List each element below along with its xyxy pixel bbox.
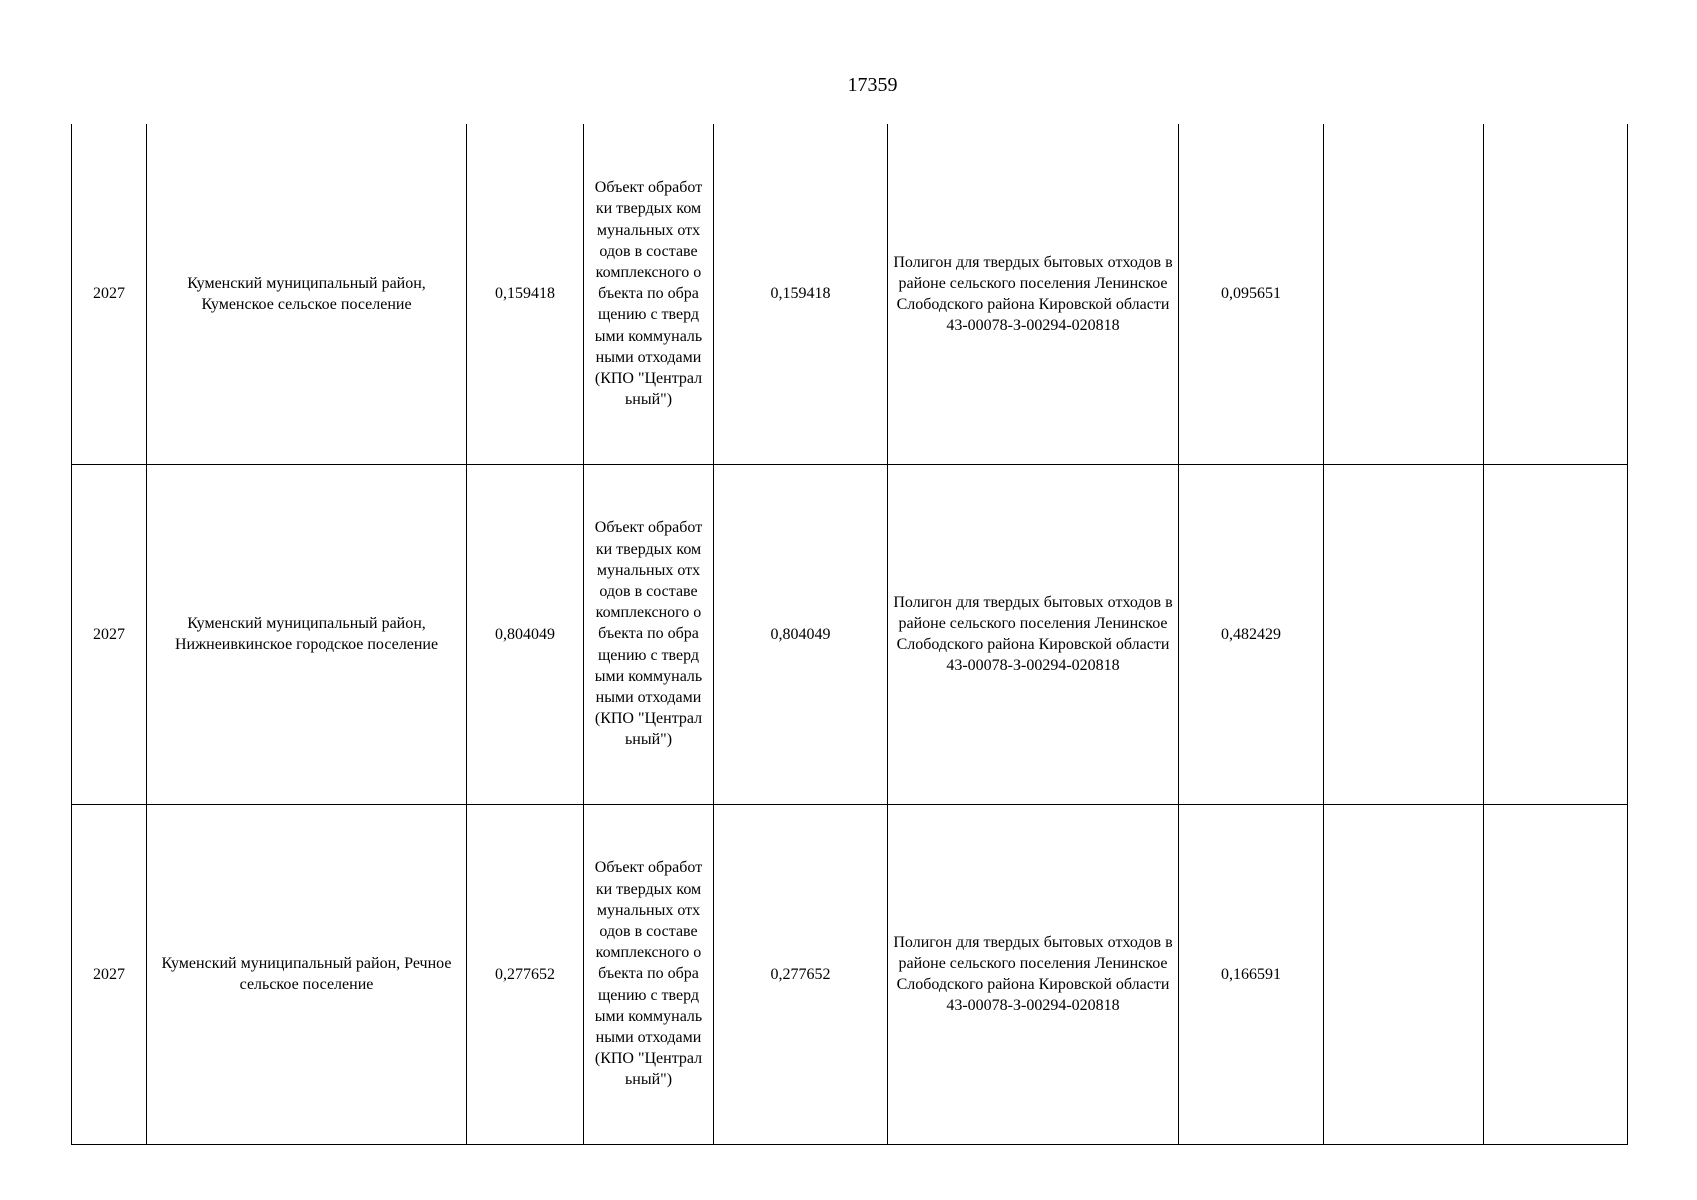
volume-processed-cell: 0,804049 (714, 464, 888, 804)
territory-cell: Куменский муниципальный район, Куменское сельское поселение (147, 124, 467, 464)
table-row (72, 124, 1628, 464)
page-number: 17359 (847, 74, 898, 96)
territory-cell: Куменский муниципальный район, Речное сельское поселение (147, 804, 467, 1144)
empty-cell-9 (1484, 464, 1628, 804)
volume-disposed-cell: 0,482429 (1179, 464, 1324, 804)
destination-cell: Полигон для твердых бытовых отходов в районе сельского поселения Ленинское Слободского района Кировской области 43-00078-З-00294-020818 (888, 124, 1179, 464)
volume-generated-cell: 0,159418 (467, 124, 584, 464)
facility-cell (584, 464, 714, 804)
facility-text: Объект обработки твердых коммунальных отходов в составе комплексного объекта по обращению с твердыми коммунальными отходами (КПО "Центральный") (594, 519, 703, 749)
destination-cell: Полигон для твердых бытовых отходов в районе сельского поселения Ленинское Слободского района Кировской области 43-00078-З-00294-020818 (888, 464, 1179, 804)
empty-cell-8 (1324, 804, 1484, 1144)
destination-cell: Полигон для твердых бытовых отходов в районе сельского поселения Ленинское Слободского района Кировской области 43-00078-З-00294-020818 (888, 804, 1179, 1144)
year-cell: 2027 (72, 464, 147, 804)
facility-text: Объект обработки твердых коммунальных отходов в составе комплексного объекта по обращению с твердыми коммунальными отходами (КПО "Центральный") (594, 859, 703, 1089)
territory-cell: Куменский муниципальный район, Нижнеивкинское городское поселение (147, 464, 467, 804)
volume-generated-cell: 0,277652 (467, 804, 584, 1144)
volume-generated-cell: 0,804049 (467, 464, 584, 804)
volume-processed-cell: 0,277652 (714, 804, 888, 1144)
facility-cell (584, 804, 714, 1144)
volume-processed-cell: 0,159418 (714, 124, 888, 464)
empty-cell-9 (1484, 124, 1628, 464)
table-row (72, 804, 1628, 1144)
volume-disposed-cell: 0,095651 (1179, 124, 1324, 464)
data-table (71, 124, 1628, 1145)
year-cell: 2027 (72, 124, 147, 464)
facility-cell (584, 124, 714, 464)
year-cell: 2027 (72, 804, 147, 1144)
facility-text: Объект обработки твердых коммунальных отходов в составе комплексного объекта по обращению с твердыми коммунальными отходами (КПО "Центральный") (594, 179, 703, 409)
empty-cell-8 (1324, 464, 1484, 804)
table-row (72, 464, 1628, 804)
volume-disposed-cell: 0,166591 (1179, 804, 1324, 1144)
empty-cell-8 (1324, 124, 1484, 464)
empty-cell-9 (1484, 804, 1628, 1144)
